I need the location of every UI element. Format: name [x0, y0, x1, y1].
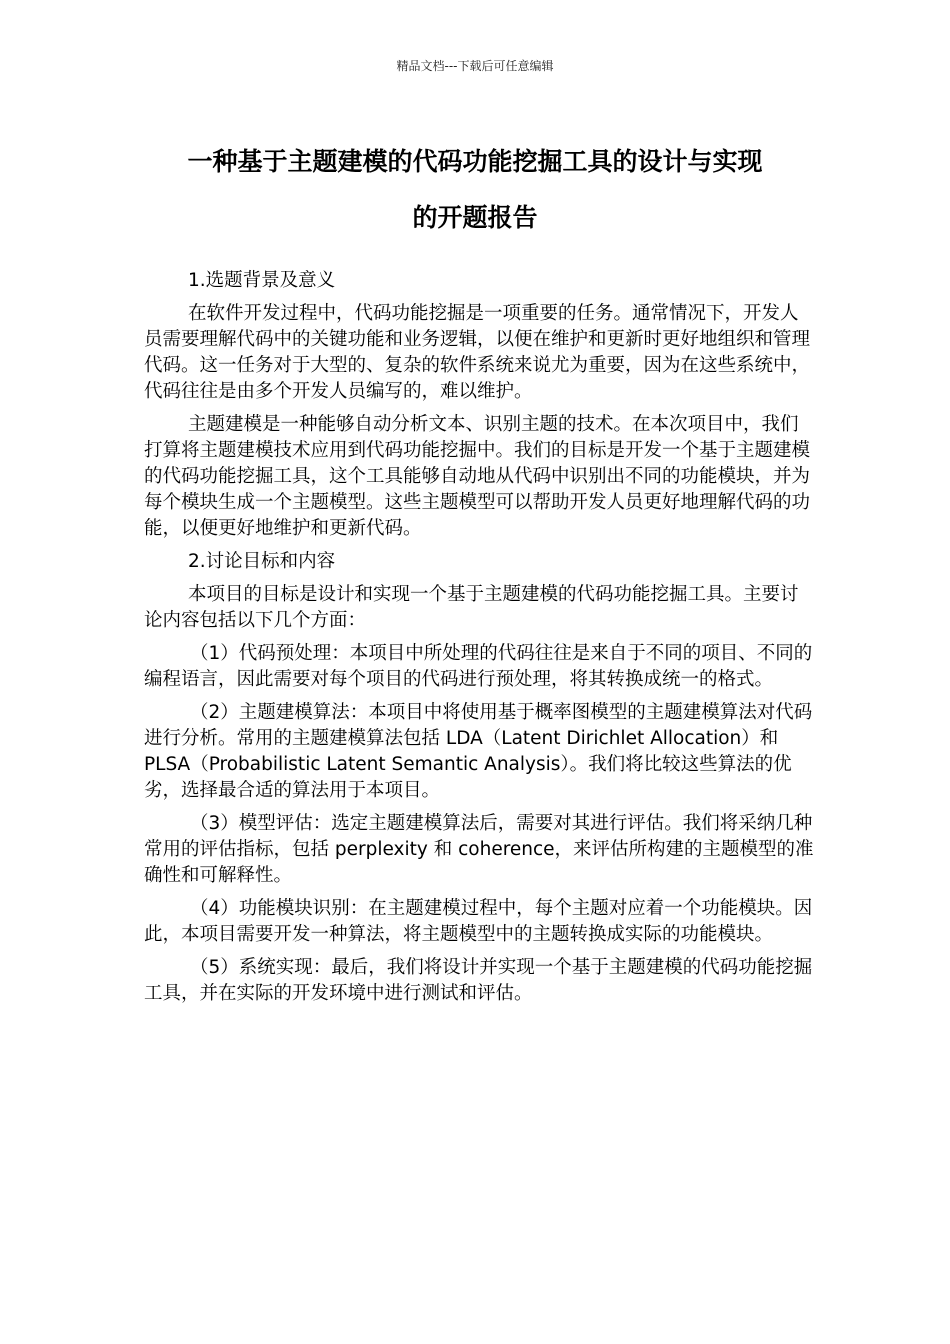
title-line-2: 的开题报告	[412, 203, 538, 232]
document-body	[144, 268, 814, 1014]
list-item-evaluation: （3）模型评估：选定主题建模算法后，需要对其进行评估。我们将采纳几种常用的评估指标，包括 perplexity 和 coherence，来评估所构建的主题模型的准确性和可解释性。	[144, 813, 814, 886]
list-item-preprocessing: （1）代码预处理：本项目中所处理的代码往往是来自于不同的项目、不同的编程语言，因此需要对每个项目的代码进行预处理，将其转换成统一的格式。	[144, 643, 813, 690]
section-heading-1: 1.选题背景及意义	[188, 270, 336, 291]
list-item-module-identification: （4）功能模块识别：在主题建模过程中，每个主题对应着一个功能模块。因此，本项目需要开发一种算法，将主题模型中的主题转换成实际的功能模块。	[144, 898, 813, 945]
paragraph-goals: 本项目的目标是设计和实现一个基于主题建模的代码功能挖掘工具。主要讨论内容包括以下几个方面：	[144, 584, 799, 631]
paragraph-background: 在软件开发过程中，代码功能挖掘是一项重要的任务。通常情况下，开发人员需要理解代码中的关键功能和业务逻辑，以便在维护和更新时更好地组织和管理代码。这一任务对于大型的、复杂的软件系统来说尤为重要，因为在这些系统中，代码往往是由多个开发人员编写的，难以维护。	[144, 303, 811, 402]
list-item-algorithm: （2）主题建模算法：本项目中将使用基于概率图模型的主题建模算法对代码进行分析。常用的主题建模算法包括 LDA（Latent Dirichlet Allocation）和 PLSA（Probabilistic Latent Semantic Analysis）。我们将比较这些算法的优劣，选择最合适的算法用于本项目。	[144, 702, 813, 801]
paragraph-topic-modeling: 主题建模是一种能够自动分析文本、识别主题的技术。在本次项目中，我们打算将主题建模技术应用到代码功能挖掘中。我们的目标是开发一个基于主题建模的代码功能挖掘工具，这个工具能够自动地从代码中识别出不同的功能模块，并为每个模块生成一个主题模型。这些主题模型可以帮助开发人员更好地理解代码的功能，以便更好地维护和更新代码。	[144, 414, 811, 539]
page-header: 精品文档---下载后可任意编辑	[396, 59, 554, 73]
document-title	[140, 134, 810, 246]
section-heading-2: 2.讨论目标和内容	[188, 551, 336, 572]
list-item-system-implementation: （5）系统实现：最后，我们将设计并实现一个基于主题建模的代码功能挖掘工具，并在实际的开发环境中进行测试和评估。	[144, 957, 813, 1004]
title-line-1: 一种基于主题建模的代码功能挖掘工具的设计与实现	[187, 147, 763, 176]
